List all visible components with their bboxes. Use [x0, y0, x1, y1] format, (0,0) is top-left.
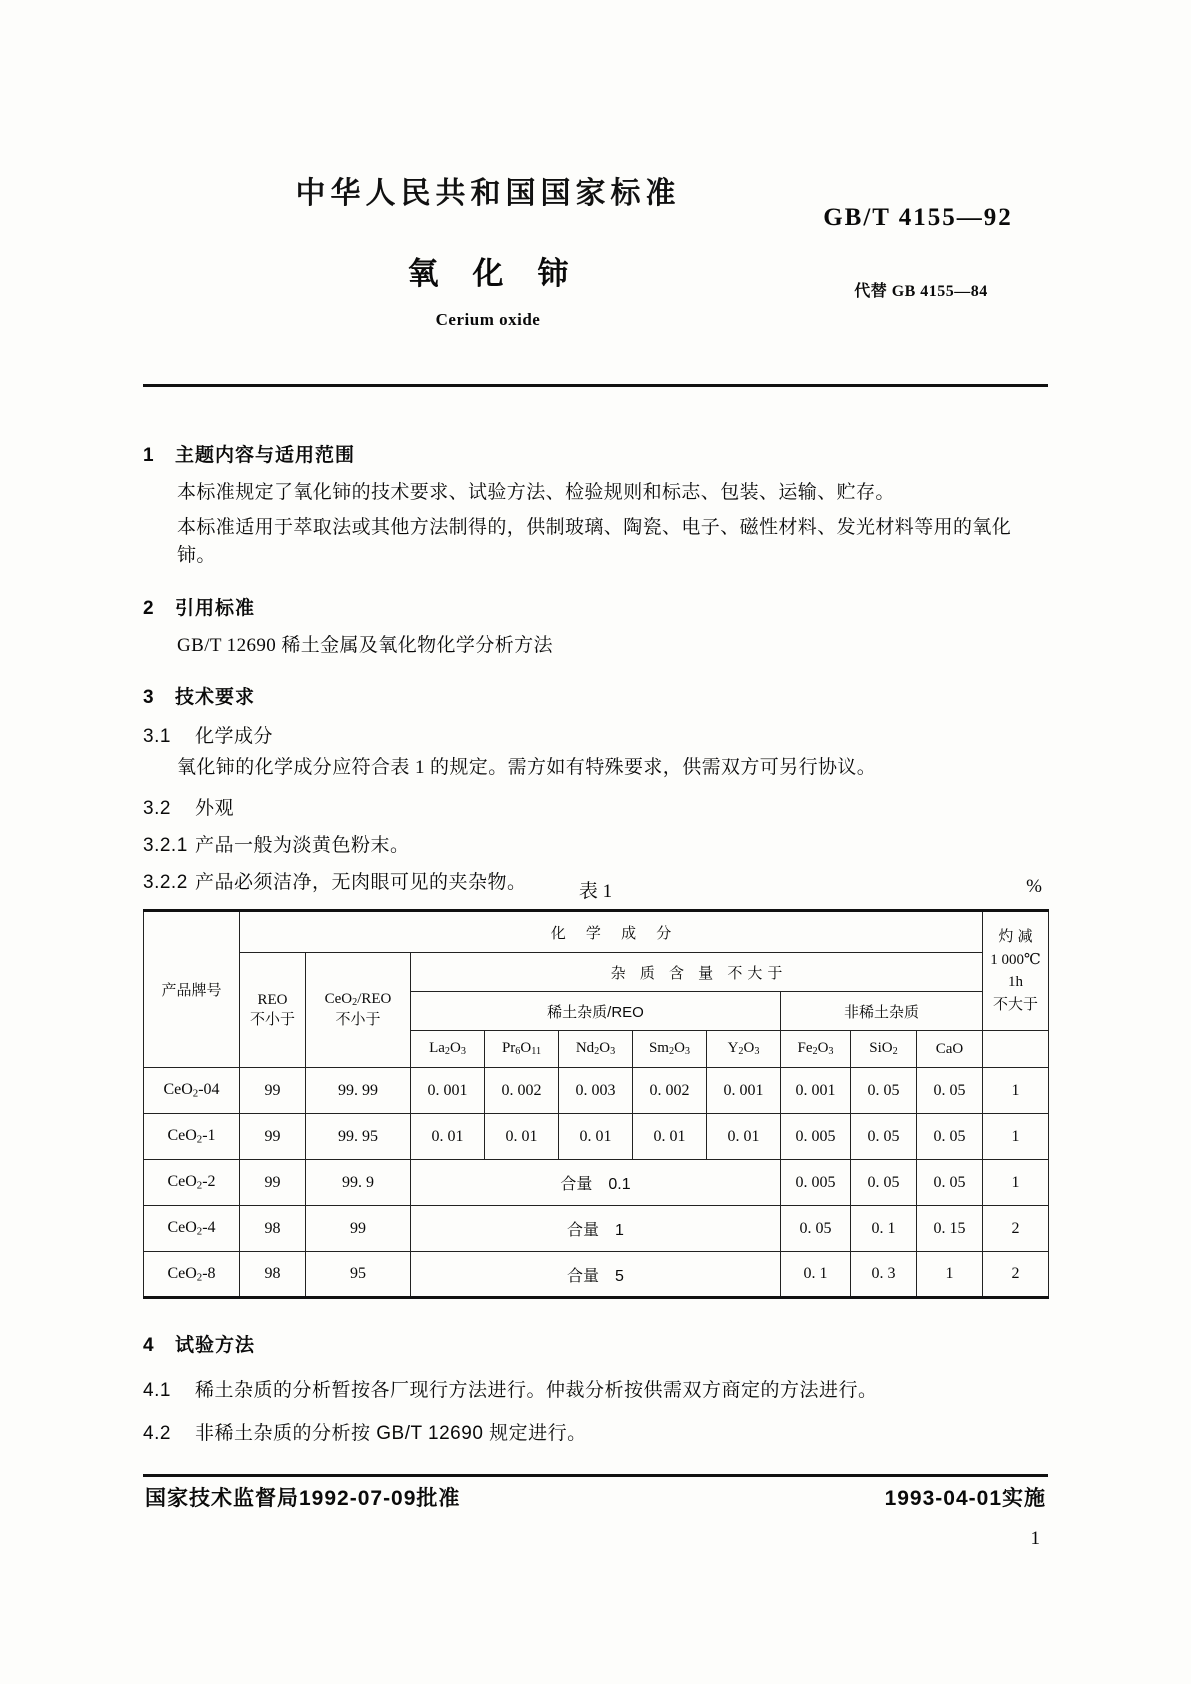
section-3-1-heading: [143, 721, 1048, 748]
section-1-title: 主题内容与适用范围: [175, 445, 356, 466]
table-body: [144, 1068, 1049, 1298]
header-rare-earth-impurity: 稀土杂质/REO: [411, 992, 781, 1031]
section-4-1-text: 稀土杂质的分析暂按各厂现行方法进行。仲裁分析按供需双方商定的方法进行。: [195, 1380, 878, 1401]
header-ceo2-reo-limit: 不小于: [335, 1011, 381, 1029]
table-row: [144, 1252, 1049, 1298]
masthead: [143, 168, 1048, 383]
cell-ceo2-reo: 99. 99: [306, 1068, 411, 1114]
cell-cao: 1: [917, 1252, 983, 1298]
section-2-heading: [143, 593, 1048, 620]
table-caption: 表 1: [578, 881, 613, 902]
cell-ceo2-reo: 95: [306, 1252, 411, 1298]
cell-fe2o3: 0. 1: [781, 1252, 851, 1298]
header-row-group-2: [144, 953, 1049, 992]
section-2-title: 引用标准: [175, 597, 256, 619]
table-row: [144, 1160, 1049, 1206]
cell-burn-loss: 1: [983, 1068, 1049, 1114]
cell-rare-earth-total: 合量 5: [411, 1252, 781, 1298]
burn-loss-limit: 不大于: [993, 995, 1039, 1013]
cell-y2o3: 0. 01: [707, 1114, 781, 1160]
header-fe2o3: $Fe_2O_3$: [781, 1031, 851, 1068]
section-3-1-title: 化学成分: [195, 726, 274, 747]
cell-reo: 99: [240, 1068, 306, 1114]
cell-cao: 0. 05: [917, 1068, 983, 1114]
cell-y2o3: 0. 001: [707, 1068, 781, 1114]
cell-reo: 99: [240, 1160, 306, 1206]
header-nd2o3: $Nd_2O_3$: [559, 1031, 633, 1068]
cell-sio2: 0. 1: [851, 1206, 917, 1252]
header-ceo2-reo-label: CeO$_2$/REO: [324, 991, 392, 1009]
standard-code: GB/T 4155—92: [823, 204, 1013, 231]
section-4-2: [143, 1418, 1048, 1445]
header-cao: CaO: [917, 1031, 983, 1068]
section-3-2-1-number: 3.2.1: [143, 834, 188, 856]
section-2-reference: GB/T 12690 稀土金属及氧化物化学分析方法: [177, 634, 553, 656]
cell-burn-loss: 1: [983, 1160, 1049, 1206]
header-row-group-1: [144, 911, 1049, 953]
header-impurity-content: 杂 质 含 量 不大于: [411, 953, 983, 992]
section-4-1: [143, 1375, 1048, 1402]
national-standard-title: 中华人民共和国国家标准: [295, 177, 681, 210]
section-3-2-2-number: 3.2.2: [143, 871, 188, 893]
table-row: [144, 1068, 1049, 1114]
section-4-1-number: 4.1: [143, 1380, 171, 1401]
section-4-2-number: 4.2: [143, 1423, 171, 1444]
cell-sio2: 0. 05: [851, 1068, 917, 1114]
cell-nd2o3: 0. 003: [559, 1068, 633, 1114]
cell-brand: CeO$_2$-4: [144, 1206, 240, 1252]
cell-burn-loss: 2: [983, 1252, 1049, 1298]
section-3-2-number: 3.2: [143, 797, 171, 819]
header-reo: [240, 953, 306, 1068]
cell-rare-earth-total: 合量 1: [411, 1206, 781, 1252]
table-header: [144, 911, 1049, 1068]
section-1-paragraph-2: 本标准适用于萃取法或其他方法制得的，供制玻璃、陶瓷、电子、磁性材料、发光材料等用的氧化铈。: [177, 516, 1012, 566]
header-ceo2-reo: [306, 953, 411, 1068]
cell-fe2o3: 0. 005: [781, 1160, 851, 1206]
burn-loss-label: 灼 减: [998, 928, 1033, 945]
section-4-block: [143, 1330, 1048, 1449]
header-chemical-composition: 化 学 成 分: [240, 911, 983, 953]
chemical-composition-table: [143, 909, 1049, 1299]
header-non-rare-earth-impurity: 非稀土杂质: [781, 992, 983, 1031]
footer-divider-rule: [143, 1474, 1048, 1477]
cell-brand: CeO$_2$-04: [144, 1068, 240, 1114]
header-reo-label: REO: [257, 991, 288, 1008]
cell-sio2: 0. 05: [851, 1160, 917, 1206]
table-caption-row: [143, 876, 1048, 903]
cell-sm2o3: 0. 01: [633, 1114, 707, 1160]
header-divider-rule: [143, 384, 1048, 387]
page-content-area: [143, 0, 1048, 1684]
section-3-title: 技术要求: [175, 687, 256, 708]
burn-loss-temp: 1 000℃: [990, 951, 1041, 968]
section-3-2-2-text: 产品必须洁净，无肉眼可见的夹杂物。: [195, 871, 527, 893]
burn-loss-time: 1h: [1008, 974, 1024, 990]
document-title: 氧化铈: [407, 256, 603, 291]
section-2-number: 2: [143, 597, 155, 619]
cell-la2o3: 0. 001: [411, 1068, 485, 1114]
cell-ceo2-reo: 99. 9: [306, 1160, 411, 1206]
cell-reo: 99: [240, 1114, 306, 1160]
cell-fe2o3: 0. 005: [781, 1114, 851, 1160]
section-3-2-heading: [143, 793, 1048, 820]
section-4-number: 4: [143, 1335, 155, 1356]
cell-fe2o3: 0. 05: [781, 1206, 851, 1252]
section-3-2-1: [143, 830, 1048, 857]
cell-cao: 0. 15: [917, 1206, 983, 1252]
section-4-heading: [143, 1330, 1048, 1357]
cell-reo: 98: [240, 1252, 306, 1298]
cell-burn-loss: 1: [983, 1114, 1049, 1160]
section-3-number: 3: [143, 687, 155, 708]
cell-pr6o11: 0. 002: [485, 1068, 559, 1114]
section-1-paragraph-1: 本标准规定了氧化铈的技术要求、试验方法、检验规则和标志、包装、运输、贮存。: [177, 482, 895, 503]
page-footer: [143, 1482, 1048, 1522]
header-burn-loss-spacer: [983, 1031, 1049, 1068]
section-4-2-text: 非稀土杂质的分析按 GB/T 12690 规定进行。: [195, 1423, 587, 1444]
cell-brand: CeO$_2$-8: [144, 1252, 240, 1298]
section-3-2-1-text: 产品一般为淡黄色粉末。: [195, 834, 410, 856]
table-row: [144, 1114, 1049, 1160]
header-brand: 产品牌号: [144, 911, 240, 1068]
header-sio2: SiO$_2$: [851, 1031, 917, 1068]
cell-sio2: 0. 3: [851, 1252, 917, 1298]
footer-approval: 国家技术监督局1992-07-09批准: [145, 1487, 461, 1510]
document-body: [143, 418, 1048, 898]
cell-ceo2-reo: 99. 95: [306, 1114, 411, 1160]
section-1-heading: [143, 440, 1048, 467]
page-number: 1: [1030, 1528, 1040, 1549]
section-1-number: 1: [143, 445, 155, 466]
footer-effective-date: 1993-04-01实施: [884, 1487, 1046, 1510]
cell-cao: 0. 05: [917, 1114, 983, 1160]
header-burn-loss: [983, 911, 1049, 1031]
cell-cao: 0. 05: [917, 1160, 983, 1206]
cell-ceo2-reo: 99: [306, 1206, 411, 1252]
cell-brand: CeO$_2$-1: [144, 1114, 240, 1160]
section-3-heading: [143, 682, 1048, 709]
cell-la2o3: 0. 01: [411, 1114, 485, 1160]
section-3-2-title: 外观: [195, 797, 235, 819]
cell-sio2: 0. 05: [851, 1114, 917, 1160]
replaces-note: 代替 GB 4155—84: [854, 283, 988, 300]
english-title: Cerium oxide: [435, 310, 541, 329]
cell-nd2o3: 0. 01: [559, 1114, 633, 1160]
table-row: [144, 1206, 1049, 1252]
cell-burn-loss: 2: [983, 1206, 1049, 1252]
cell-sm2o3: 0. 002: [633, 1068, 707, 1114]
cell-brand: CeO$_2$-2: [144, 1160, 240, 1206]
header-sm2o3: $Sm_2O_3$: [633, 1031, 707, 1068]
section-3-1-paragraph: 氧化铈的化学成分应符合表 1 的规定。需方如有特殊要求，供需双方可另行协议。: [177, 757, 877, 778]
section-4-title: 试验方法: [175, 1335, 256, 1356]
cell-rare-earth-total: 合量 0.1: [411, 1160, 781, 1206]
header-reo-limit: 不小于: [249, 1011, 295, 1028]
table-1-container: [143, 876, 1048, 1299]
cell-reo: 98: [240, 1206, 306, 1252]
cell-pr6o11: 0. 01: [485, 1114, 559, 1160]
section-3-1-number: 3.1: [143, 726, 171, 747]
header-pr6o11: $Pr_6O_{11}$: [485, 1031, 559, 1068]
header-la2o3: $La_2O_3$: [411, 1031, 485, 1068]
cell-fe2o3: 0. 001: [781, 1068, 851, 1114]
table-unit-label: %: [1026, 876, 1042, 897]
header-y2o3: $Y_2O_3$: [707, 1031, 781, 1068]
